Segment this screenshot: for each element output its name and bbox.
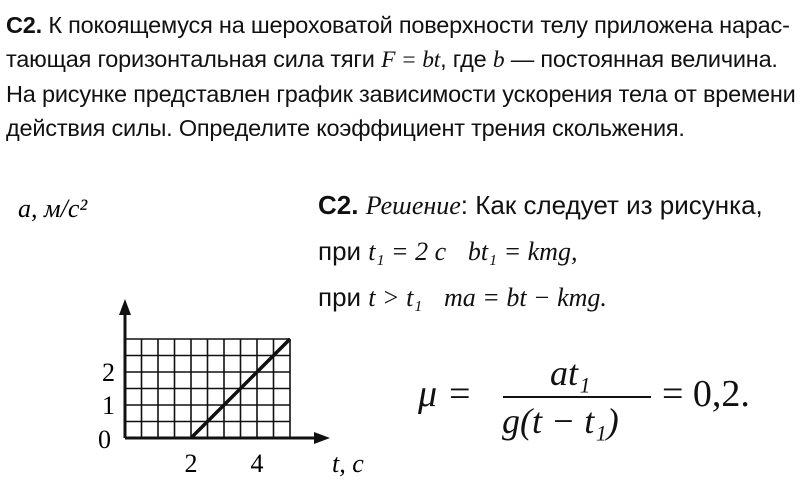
acceleration-time-graph bbox=[0, 185, 390, 485]
equation-2: ma = bt − kmg. bbox=[444, 283, 607, 312]
y-axis-label: a, м/с² bbox=[18, 194, 88, 223]
solution-label: С2. bbox=[318, 190, 359, 220]
x-tick-label: 2 bbox=[184, 449, 198, 478]
numerator: at₁ bbox=[550, 353, 591, 393]
solution-intro: : Как следует из рисунка, bbox=[460, 190, 763, 220]
x-tick-label: 4 bbox=[250, 449, 264, 478]
origin-label: 0 bbox=[98, 425, 111, 454]
solution-title: Решение bbox=[365, 191, 461, 220]
problem-line-2: тающая горизонтальная сила тяги F = bt, где b — постоянная величина. bbox=[6, 46, 778, 73]
y-tick-label: 1 bbox=[102, 391, 115, 420]
y-axis-arrow bbox=[119, 299, 131, 315]
y-tick-label: 2 bbox=[102, 358, 115, 387]
problem-line-1: С2. К покоящемуся на шероховатой поверхности телу приложена нарас- bbox=[6, 12, 790, 38]
result: = 0,2. bbox=[662, 373, 750, 415]
denominator: g(t − t₁) bbox=[502, 401, 619, 441]
equation-1: bt₁ = kmg, bbox=[467, 237, 578, 266]
problem-line-3: На рисунке представлен график зависимости ускорения тела от времени bbox=[6, 81, 796, 107]
force-formula: F = bt bbox=[381, 47, 441, 73]
mu-symbol: μ = bbox=[418, 373, 473, 415]
problem-line-4: действия силы. Определите коэффициент трения скольжения. bbox=[6, 115, 685, 141]
solution-header bbox=[318, 190, 763, 221]
solution-line-2: при t > t₁ ma = bt − kmg. bbox=[318, 282, 607, 312]
x-axis-label: t, с bbox=[332, 449, 364, 478]
condition-1: t₁ = 2 с bbox=[368, 237, 447, 266]
fraction-bar bbox=[503, 396, 651, 398]
x-axis-arrow bbox=[314, 432, 330, 444]
solution-line-1: при t₁ = 2 с bt₁ = kmg, bbox=[318, 236, 578, 266]
problem-label: С2. bbox=[6, 12, 42, 38]
condition-2: t > t₁ bbox=[368, 283, 423, 312]
problem-text bbox=[6, 8, 796, 145]
